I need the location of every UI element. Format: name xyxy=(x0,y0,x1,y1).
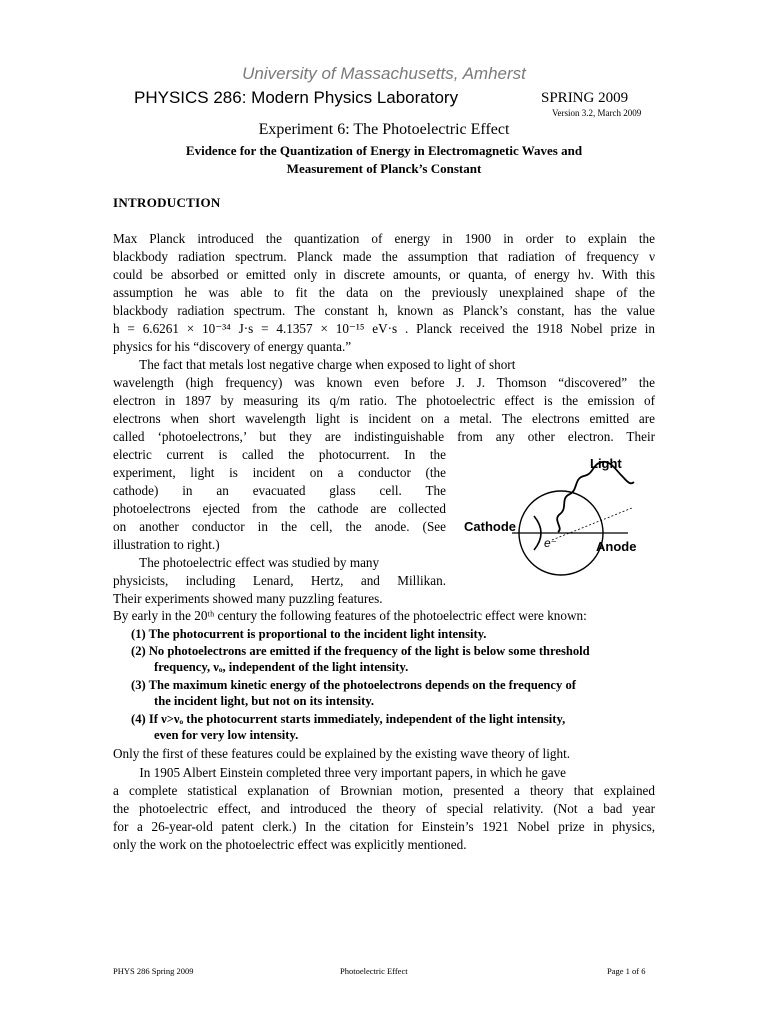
body-line: blackbody radiation spectrum. Planck made the assumption that radiation of frequency ν xyxy=(113,249,655,264)
body-line: a complete statistical explanation of Brownian motion, presented a theory that explained xyxy=(113,783,655,798)
body-line: Max Planck introduced the quantization of energy in 1900 in order to explain the xyxy=(113,231,655,246)
body-line: called ‘photoelectrons,’ but they are indistinguishable from any other electron. Their xyxy=(113,429,655,444)
body-line: for a 26-year-old patent clerk.) In the citation for Einstein’s 1921 Nobel prize in physics, xyxy=(113,819,655,834)
body-line: electric current is called the photocurrent. In the xyxy=(113,447,446,462)
light-ray xyxy=(552,508,632,540)
light-label: Light xyxy=(590,456,622,471)
university-name: University of Massachusetts, Amherst xyxy=(242,64,526,83)
body-line: on another conductor in the cell, the anode. (See xyxy=(113,519,446,534)
section-heading: INTRODUCTION xyxy=(113,195,221,210)
footer-left: PHYS 286 Spring 2009 xyxy=(113,966,194,976)
body-line: experiment, light is incident on a conductor (the xyxy=(113,465,446,480)
body-line: h = 6.6261 × 10⁻³⁴ J·s = 4.1357 × 10⁻¹⁵ eV·s . Planck received the 1918 Nobel prize in xyxy=(113,321,655,336)
body-line: assumption he was able to fit the data on the previously unexplained shape of the xyxy=(113,285,655,300)
body-line: wavelength (high frequency) was known even before J. J. Thomson “discovered” the xyxy=(113,375,655,390)
body-line: photoelectrons ejected from the cathode are collected xyxy=(113,501,446,516)
body-line: In 1905 Albert Einstein completed three very important papers, in which he gave xyxy=(113,765,567,780)
cathode-label: Cathode xyxy=(464,519,516,534)
experiment-subtitle xyxy=(0,142,768,177)
body-line: Only the first of these features could be explained by the existing wave theory of light. xyxy=(113,746,571,761)
feature-item-4-cont: even for very low intensity. xyxy=(154,728,299,742)
body-line: electrons when short wavelength light is incident on a metal. The electrons emitted are xyxy=(113,411,655,426)
footer-right: Page 1 of 6 xyxy=(607,966,646,976)
footer-center: Photoelectric Effect xyxy=(340,966,408,976)
feature-item-2: (2) No photoelectrons are emitted if the frequency of the light is below some threshold xyxy=(131,644,590,658)
body-line: the photoelectric effect, and introduced the theory of special relativity. (Not a bad year xyxy=(113,801,655,816)
body-line: Their experiments showed many puzzling features. xyxy=(113,591,383,606)
light-wave-icon xyxy=(557,462,634,532)
body-line: By early in the 20ᵗʰ century the following features of the photoelectric effect were known: xyxy=(113,608,587,623)
body-line: cathode) in an evacuated glass cell. The xyxy=(113,483,446,498)
term-label: SPRING 2009 xyxy=(541,90,629,106)
feature-item-3: (3) The maximum kinetic energy of the photoelectrons depends on the frequency of xyxy=(131,678,576,692)
body-line: electron in 1897 by measuring its q/m ratio. The photoelectric effect is the emission of xyxy=(113,393,655,408)
course-title: PHYSICS 286: Modern Physics Laboratory xyxy=(134,88,459,107)
photoelectric-diagram xyxy=(460,450,660,590)
anode-label: Anode xyxy=(596,539,637,554)
electron-label: e⁻ xyxy=(544,536,558,550)
subtitle-line-1: Evidence for the Quantization of Energy in Electromagnetic Waves and xyxy=(185,143,583,158)
body-line: The fact that metals lost negative charge when exposed to light of short xyxy=(113,357,516,372)
experiment-title: Experiment 6: The Photoelectric Effect xyxy=(258,121,510,138)
body-line: physics for his “discovery of energy quanta.” xyxy=(113,339,352,354)
feature-item-4: (4) If ν>νₒ the photocurrent starts immediately, independent of the light intensity, xyxy=(131,712,566,726)
body-line: illustration to right.) xyxy=(113,537,220,552)
feature-item-3-cont: the incident light, but not on its intensity. xyxy=(154,694,375,708)
body-line: The photoelectric effect was studied by many xyxy=(113,555,380,570)
body-line: only the work on the photoelectric effect was explicitly mentioned. xyxy=(113,837,467,852)
feature-item-2-cont: frequency, νₒ, independent of the light intensity. xyxy=(154,660,409,674)
body-line: blackbody radiation spectrum. The constant h, known as Planck’s constant, has the value xyxy=(113,303,655,318)
subtitle-line-2: Measurement of Planck’s Constant xyxy=(286,160,482,176)
body-line: physicists, including Lenard, Hertz, and Millikan. xyxy=(113,573,446,588)
version-label: Version 3.2, March 2009 xyxy=(552,108,642,118)
feature-item-1: (1) The photocurrent is proportional to the incident light intensity. xyxy=(131,627,487,641)
body-line: could be absorbed or emitted only in discrete amounts, or quanta, of energy hν. With this xyxy=(113,267,655,282)
